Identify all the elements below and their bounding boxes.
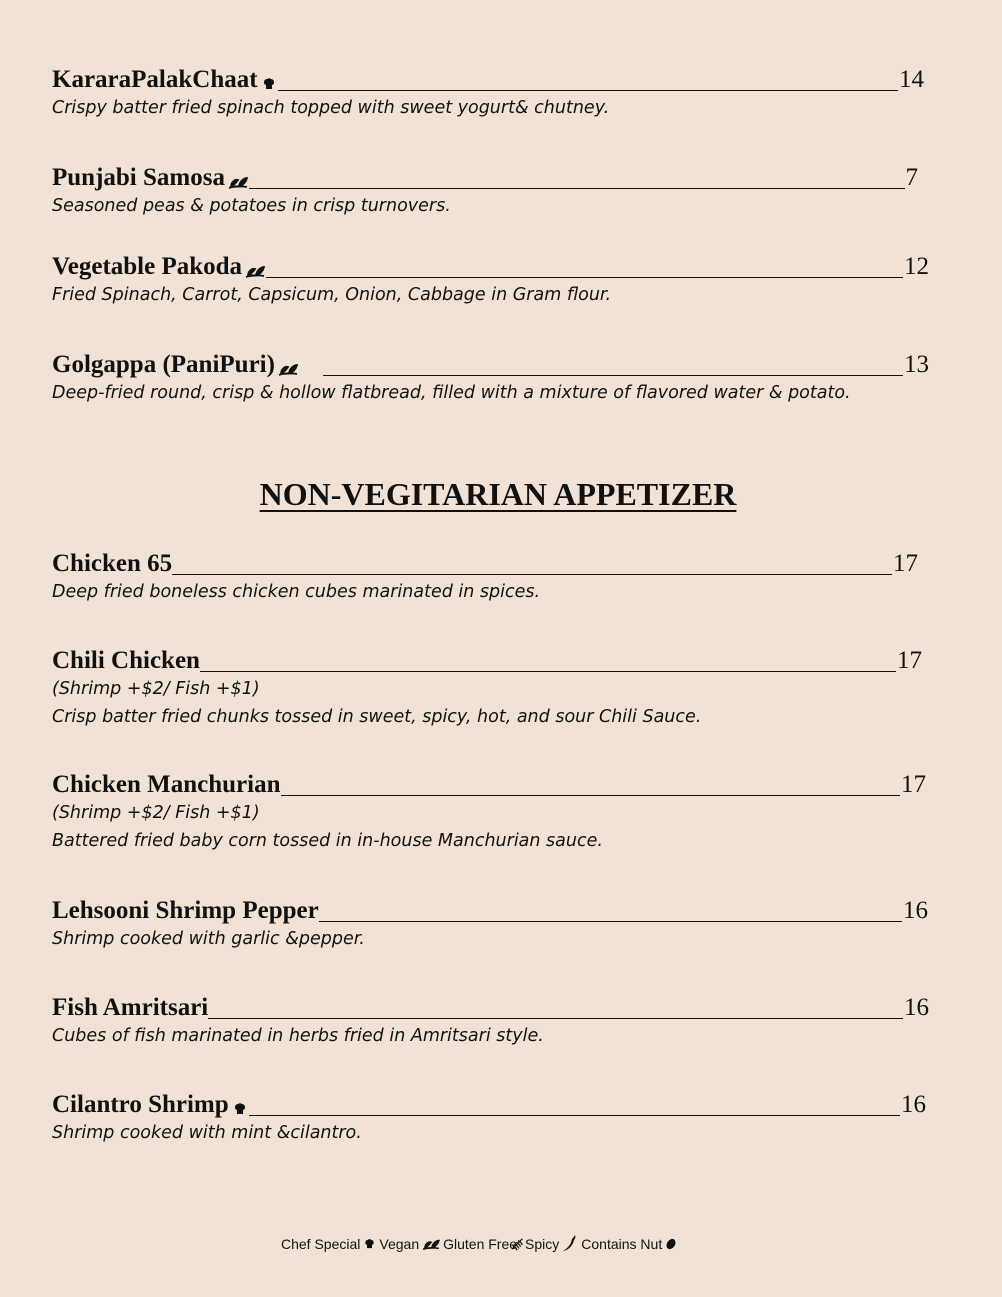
legend-chef-special-label: Chef Special bbox=[281, 1236, 361, 1252]
item-price: 12 bbox=[904, 253, 929, 280]
item-description: Battered fried baby corn tossed in in-house Manchurian sauce. bbox=[52, 831, 603, 851]
section-title: NON-VEGITARIAN APPETIZER bbox=[259, 476, 737, 512]
legend-vegan-label: Vegan bbox=[379, 1236, 420, 1252]
item-price: 16 bbox=[903, 897, 928, 924]
leader-line bbox=[249, 188, 905, 189]
item-price: 17 bbox=[893, 550, 918, 577]
item-name: Cilantro Shrimp bbox=[52, 1091, 229, 1118]
item-description: Deep fried boneless chicken cubes marinated in spices. bbox=[52, 582, 541, 602]
item-name: Chili Chicken bbox=[52, 647, 200, 674]
item-name: Chicken 65 bbox=[52, 550, 173, 577]
menu-item-chicken-manchurian bbox=[52, 767, 926, 855]
leader-line bbox=[172, 574, 892, 575]
item-description: Crisp batter fried chunks tossed in sweet, spicy, hot, and sour Chili Sauce. bbox=[52, 707, 702, 727]
item-name: Chicken Manchurian bbox=[52, 771, 281, 798]
item-price: 7 bbox=[905, 164, 918, 191]
item-description: Shrimp cooked with mint &cilantro. bbox=[52, 1123, 362, 1143]
vegan-icon bbox=[421, 1237, 441, 1251]
vegan-icon bbox=[244, 263, 266, 279]
chef-special-icon bbox=[231, 1101, 249, 1117]
spicy-chili-icon bbox=[561, 1234, 579, 1254]
leader-line bbox=[281, 795, 900, 796]
menu-item-chicken-65 bbox=[52, 546, 918, 606]
item-name: Fish Amritsari bbox=[52, 994, 209, 1021]
item-name: Punjabi Samosa bbox=[52, 164, 225, 191]
chef-special-icon bbox=[362, 1237, 377, 1251]
leader-line bbox=[323, 375, 903, 376]
item-price: 17 bbox=[901, 771, 926, 798]
item-name: KararaPalakChaat bbox=[52, 66, 258, 93]
item-description: Deep-fried round, crisp & hollow flatbread, filled with a mixture of flavored water & potato. bbox=[52, 383, 851, 403]
leader-line bbox=[249, 1115, 900, 1116]
menu-item-karara-palak-chaat bbox=[52, 62, 924, 122]
legend-contains-nut-label: Contains Nut bbox=[581, 1236, 663, 1252]
menu-item-chili-chicken bbox=[52, 643, 922, 731]
item-name: Lehsooni Shrimp Pepper bbox=[52, 897, 319, 924]
dietary-legend bbox=[281, 1234, 680, 1254]
vegan-icon bbox=[277, 361, 299, 377]
menu-item-vegetable-pakoda bbox=[52, 249, 929, 309]
item-note: (Shrimp +$2/ Fish +$1) bbox=[52, 803, 260, 823]
item-price: 14 bbox=[899, 66, 924, 93]
leader-line bbox=[200, 671, 896, 672]
legend-spicy-label: Spicy bbox=[525, 1236, 560, 1252]
item-description: Seasoned peas & potatoes in crisp turnovers. bbox=[52, 196, 451, 216]
menu-item-punjabi-samosa bbox=[52, 160, 918, 220]
legend-gluten-free-label: Gluten Free bbox=[443, 1236, 518, 1252]
nut-icon bbox=[664, 1237, 678, 1251]
leader-line bbox=[278, 90, 898, 91]
item-description: Cubes of fish marinated in herbs fried in Amritsari style. bbox=[52, 1026, 544, 1046]
leader-line bbox=[208, 1018, 903, 1019]
item-note: (Shrimp +$2/ Fish +$1) bbox=[52, 679, 260, 699]
leader-line bbox=[319, 921, 902, 922]
item-name: Vegetable Pakoda bbox=[52, 253, 243, 280]
menu-item-golgappa bbox=[52, 347, 929, 407]
vegan-icon bbox=[227, 174, 249, 190]
item-price: 16 bbox=[901, 1091, 926, 1118]
item-description: Shrimp cooked with garlic &pepper. bbox=[52, 929, 365, 949]
menu-item-fish-amritsari bbox=[52, 990, 929, 1050]
item-price: 17 bbox=[897, 647, 922, 674]
item-description: Crispy batter fried spinach topped with sweet yogurt& chutney. bbox=[52, 98, 610, 118]
item-description: Fried Spinach, Carrot, Capsicum, Onion, Cabbage in Gram flour. bbox=[52, 285, 612, 305]
item-name: Golgappa (PaniPuri) bbox=[52, 351, 275, 378]
chef-special-icon bbox=[260, 76, 278, 92]
leader-line bbox=[266, 277, 903, 278]
menu-item-lehsooni-shrimp-pepper bbox=[52, 893, 928, 953]
item-price: 16 bbox=[904, 994, 929, 1021]
item-price: 13 bbox=[904, 351, 929, 378]
menu-item-cilantro-shrimp bbox=[52, 1087, 926, 1147]
